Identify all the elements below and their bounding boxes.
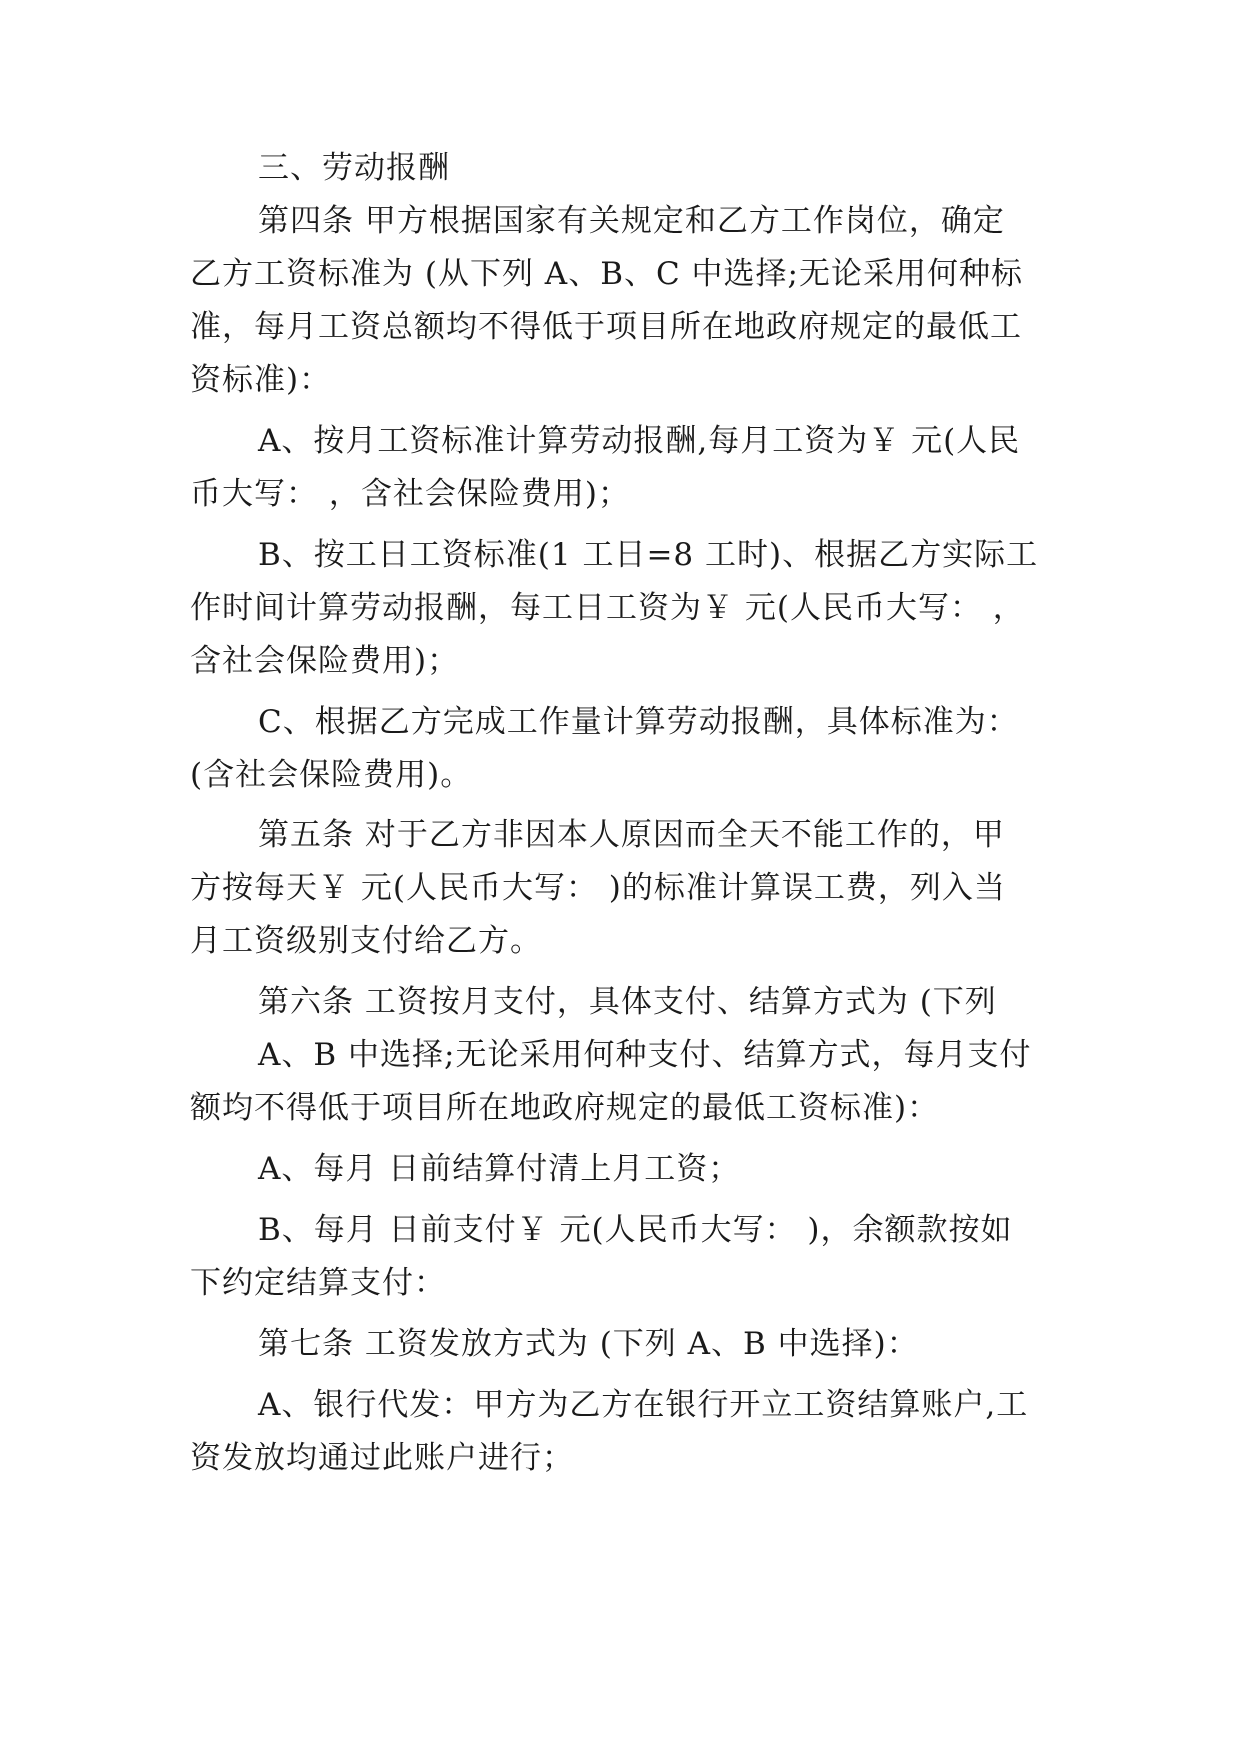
paragraph-line: 下约定结算支付： [190, 1265, 446, 1301]
paragraph-line: 资标准)： [190, 362, 332, 398]
paragraph-line: 第四条 甲方根据国家有关规定和乙方工作岗位，确定 [258, 203, 1005, 239]
paragraph-line: 含社会保险费用)； [190, 643, 460, 679]
paragraph-line: 乙方工资标准为 (从下列 A、B、C 中选择;无论采用何种标 [190, 256, 1023, 292]
paragraph-line: A、银行代发：甲方为乙方在银行开立工资结算账户,工 [258, 1387, 1029, 1423]
paragraph-line: A、每月 日前结算付清上月工资； [258, 1151, 741, 1187]
paragraph-line: (含社会保险费用)。 [190, 757, 473, 793]
paragraph-line: 第五条 对于乙方非因本人原因而全天不能工作的，甲 [258, 817, 1005, 853]
paragraph-line: 第六条 工资按月支付，具体支付、结算方式为 (下列 [258, 984, 997, 1020]
paragraph-line: B、按工日工资标准(1 工日=8 工时)、根据乙方实际工 [258, 537, 1039, 573]
paragraph-line: 月工资级别支付给乙方。 [190, 923, 542, 959]
section-heading: 三、劳动报酬 [258, 150, 450, 186]
paragraph-line: 额均不得低于项目所在地政府规定的最低工资标准)： [190, 1090, 940, 1126]
paragraph-line: 资发放均通过此账户进行； [190, 1440, 574, 1476]
paragraph-line: A、B 中选择;无论采用何种支付、结算方式，每月支付 [258, 1037, 1032, 1073]
paragraph-line: 准，每月工资总额均不得低于项目所在地政府规定的最低工 [190, 309, 1022, 345]
paragraph-line: A、按月工资标准计算劳动报酬,每月工资为￥ 元(人民 [258, 423, 1021, 459]
paragraph-line: 作时间计算劳动报酬，每工日工资为￥ 元(人民币大写： ， [190, 590, 1025, 626]
paragraph-line: 币大写： ，含社会保险费用)； [190, 476, 630, 512]
paragraph-line: 第七条 工资发放方式为 (下列 A、B 中选择)： [258, 1326, 919, 1362]
paragraph-line: 方按每天￥ 元(人民币大写： )的标准计算误工费，列入当 [190, 870, 1006, 906]
paragraph-line: C、根据乙方完成工作量计算劳动报酬，具体标准为： [258, 704, 1019, 740]
paragraph-line: B、每月 日前支付￥ 元(人民币大写： )，余额款按如 [258, 1212, 1013, 1248]
